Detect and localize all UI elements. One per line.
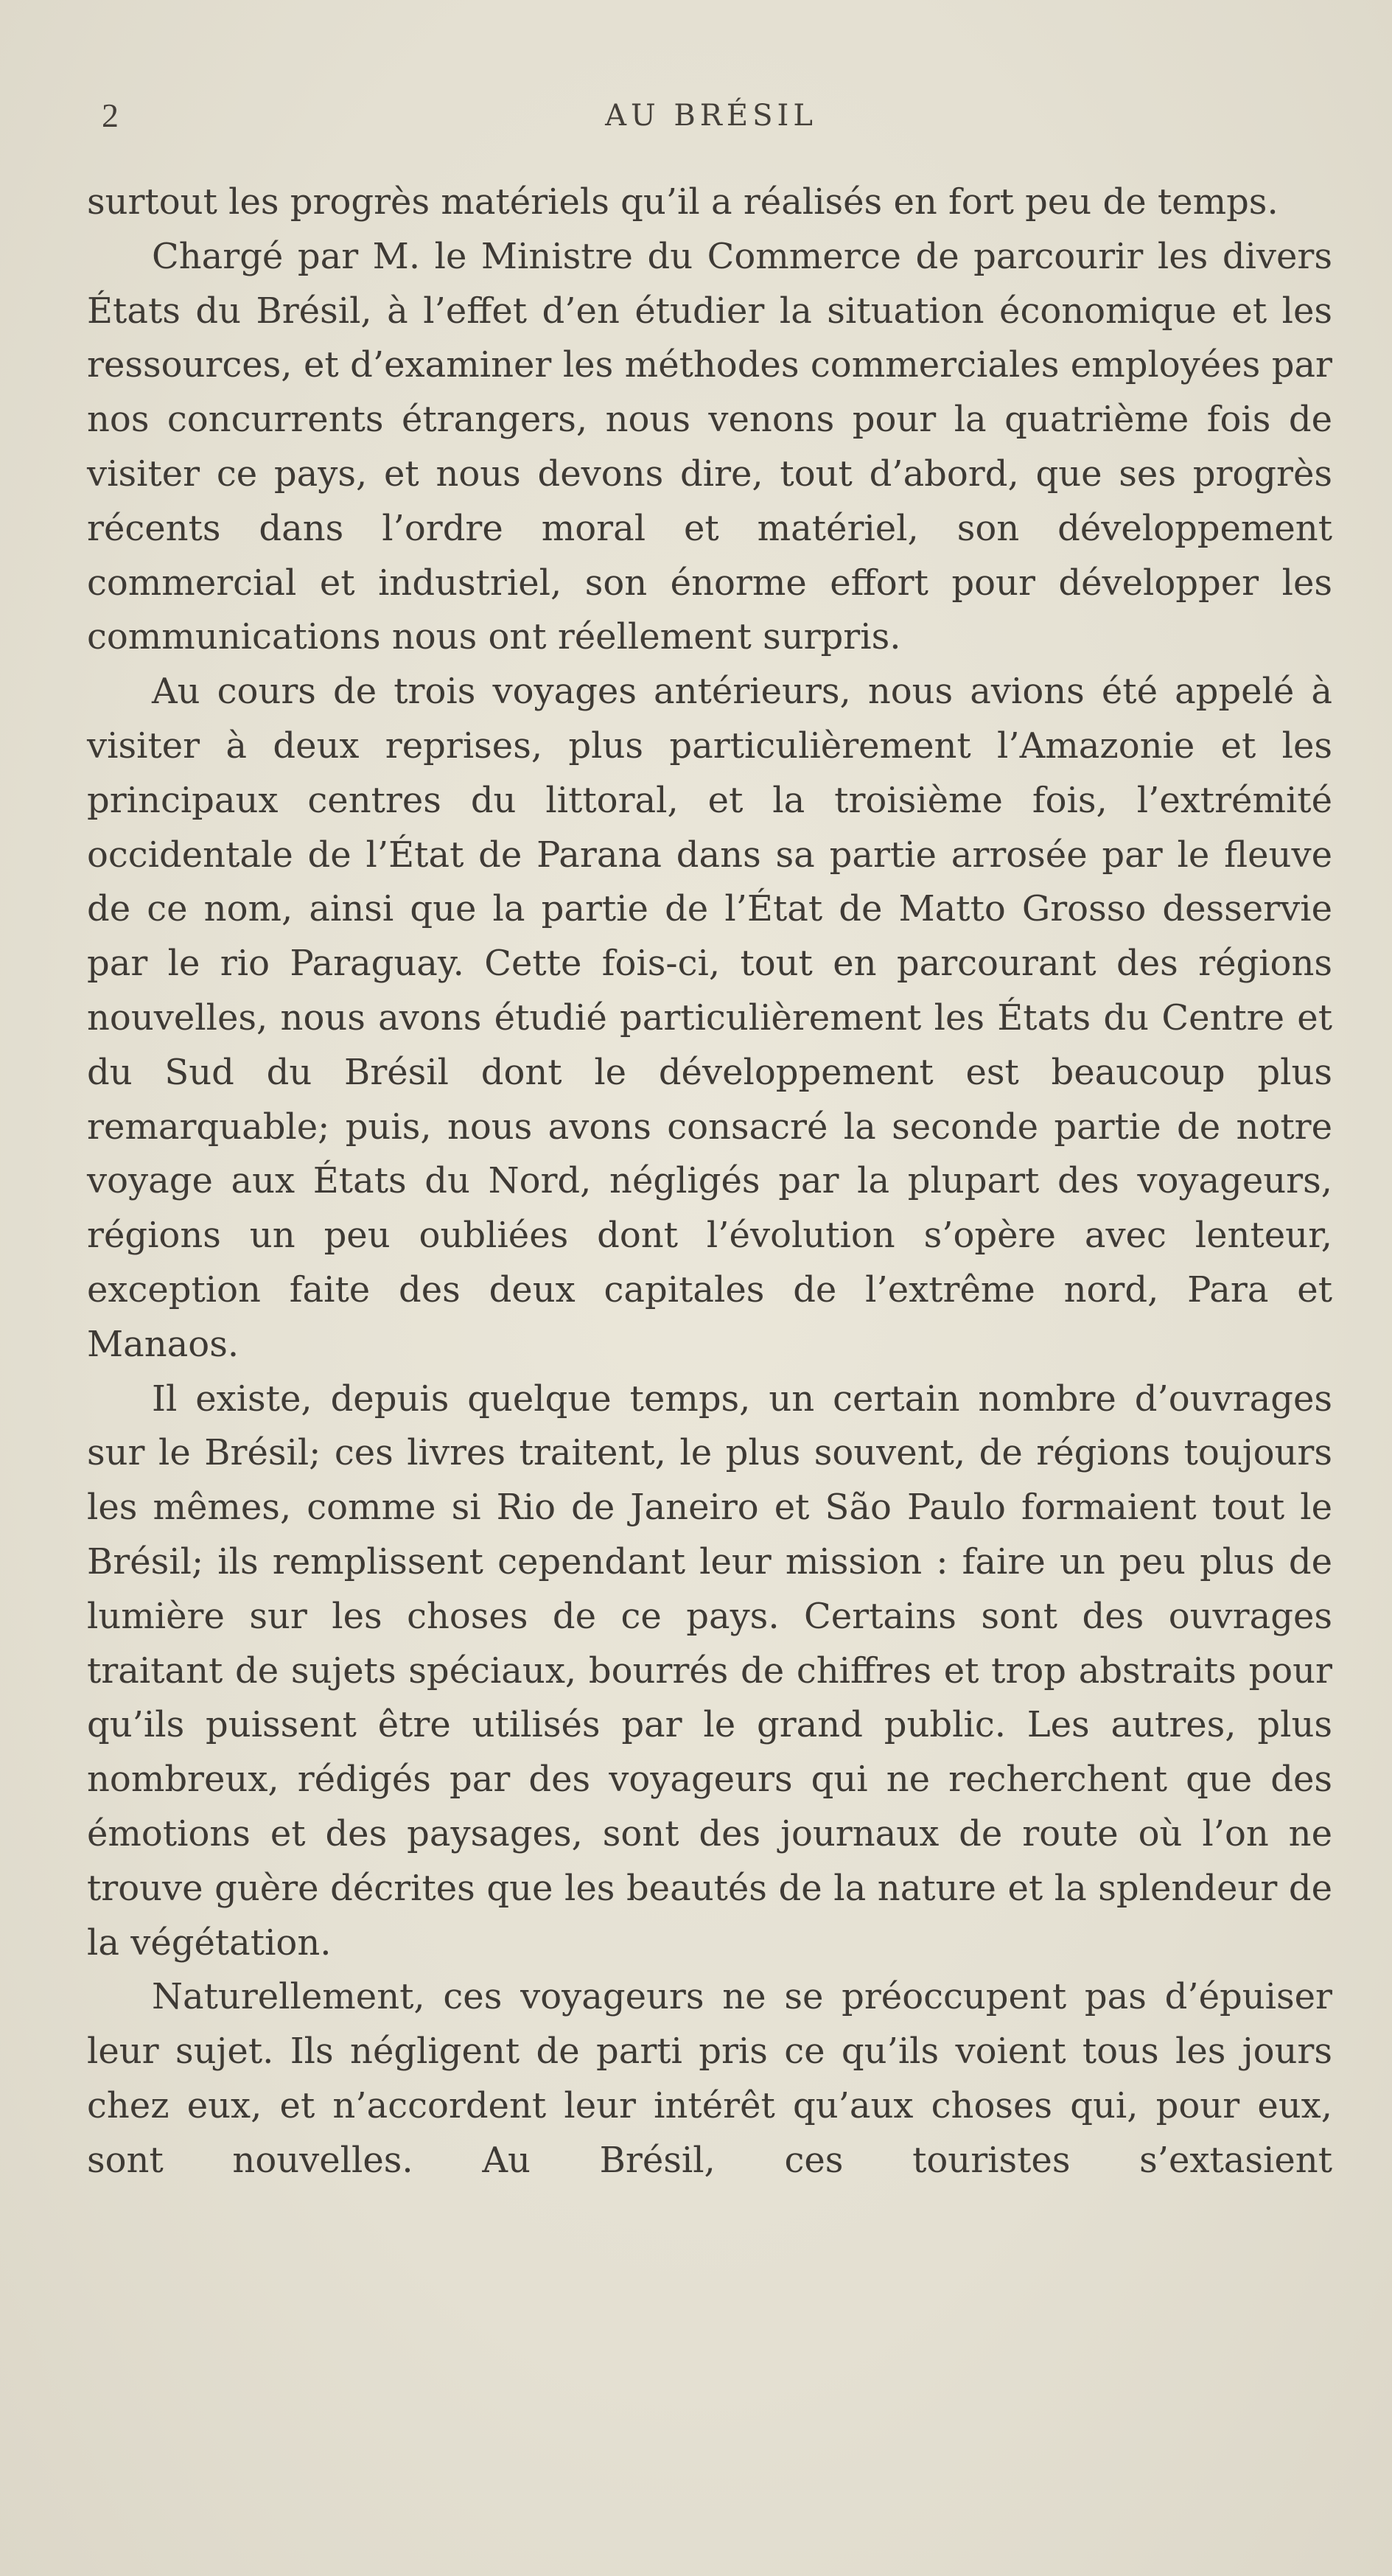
- page-number: 2: [102, 97, 119, 134]
- paragraph: Chargé par M. le Ministre du Commerce de parcourir les divers États du Brésil, à l’effet d’en étudier la situation économique et les ressources, et d’examiner les méthodes commerciales employées par nos concurrents étrangers, nous venons pour la quatrième fois de visiter ce pays, et nous devons dire, tout d’abord, que ses progrès récents dans l’ordre moral et matériel, son développement commercial et industriel, son énorme effort pour développer les communications nous ont réellement surpris.: [87, 235, 1332, 658]
- paragraph: Naturellement, ces voyageurs ne se préoccupent pas d’épuiser leur sujet. Ils négligent de parti pris ce qu’ils voient tous les jours chez eux, et n’accordent leur intérêt qu’aux choses qui, pour eux, sont nouvelles. Au Brésil, ces touristes s’extasient: [87, 1976, 1332, 2181]
- paragraph: Au cours de trois voyages antérieurs, nous avions été appelé à visiter à deux reprises, plus particulièrement l’Amazonie et les principaux centres du littoral, et la troisième fois, l’extrémité occidentale de l’État de Parana dans sa partie arrosée par le fleuve de ce nom, ainsi que la partie de l’État de Matto Grosso desservie par le rio Paraguay. Cette fois-ci, tout en parcourant des régions nouvelles, nous avons étudié particulièrement les États du Centre et du Sud du Brésil dont le développement est beaucoup plus remarquable; puis, nous avons consacré la seconde partie de notre voyage aux États du Nord, négligés par la plupart des voyageurs, régions un peu oubliées dont l’évolution s’opère avec lenteur, exception faite des deux capitales de l’extrême nord, Para et Manaos.: [87, 671, 1332, 1365]
- paragraph-continuation: surtout les progrès matériels qu’il a réalisés en fort peu de temps.: [87, 181, 1279, 223]
- body-text: [87, 175, 1332, 2188]
- running-header: [88, 96, 1334, 147]
- running-title: AU BRÉSIL: [605, 99, 817, 133]
- paragraph: Il existe, depuis quelque temps, un certain nombre d’ouvrages sur le Brésil; ces livres traitent, le plus souvent, de régions toujours les mêmes, comme si Rio de Janeiro et São Paulo formaient tout le Brésil; ils remplissent cependant leur mission : faire un peu plus de lumière sur les choses de ce pays. Certains sont des ouvrages traitant de sujets spéciaux, bourrés de chiffres et trop abstraits pour qu’ils puissent être utilisés par le grand public. Les autres, plus nombreux, rédigés par des voyageurs qui ne recherchent que des émotions et des paysages, sont des journaux de route où l’on ne trouve guère décrites que les beautés de la nature et la splendeur de la végétation.: [87, 1378, 1332, 1964]
